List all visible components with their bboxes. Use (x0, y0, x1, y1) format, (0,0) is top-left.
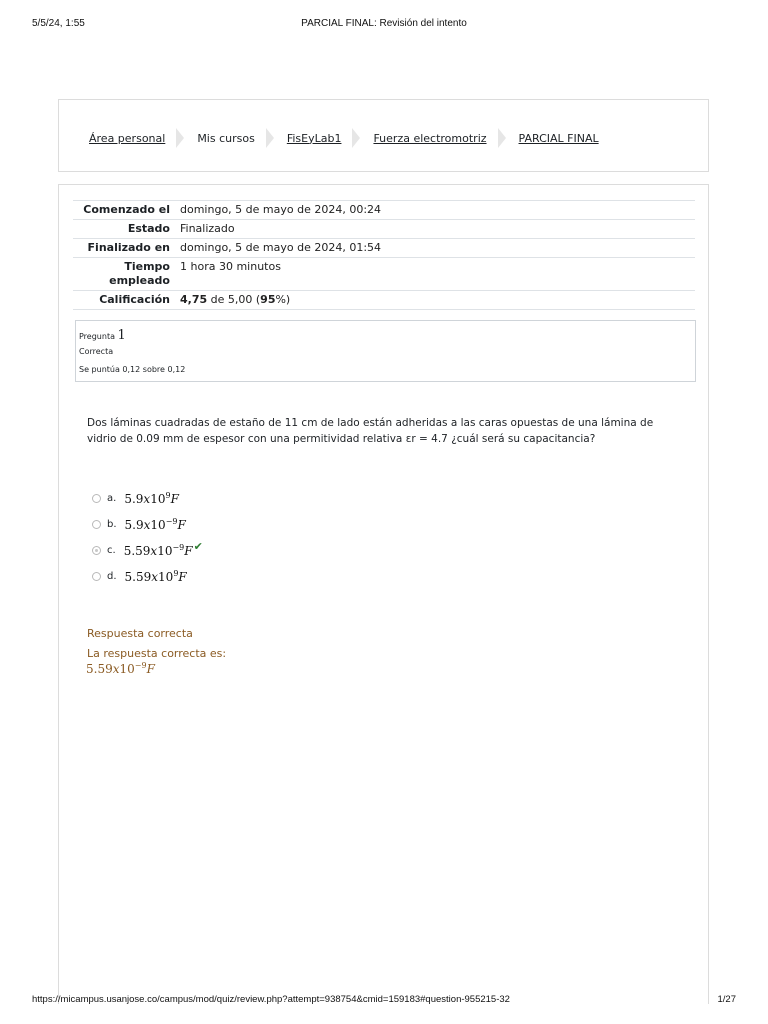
question-text: Dos láminas cuadradas de estaño de 11 cm de lado están adheridas a las caras opuestas de una lámina de vidrio de 0.09 mm de espesor con una permitividad relativa εr = 4.7 ¿cuál será su capacitancia? (87, 417, 654, 445)
answer-letter: b. (107, 518, 117, 530)
answer-letter: d. (107, 570, 117, 582)
math-unit: F (184, 543, 193, 558)
print-title: PARCIAL FINAL: Revisión del intento (301, 18, 467, 29)
answer-math (125, 517, 186, 532)
question-number (79, 328, 126, 343)
breadcrumb (89, 128, 599, 148)
radio-button-checked[interactable] (92, 546, 101, 555)
summary-value: domingo, 5 de mayo de 2024, 01:54 (175, 239, 695, 258)
summary-value: 1 hora 30 minutos (175, 258, 695, 291)
check-icon: ✔ (193, 539, 203, 553)
math-ten: 10 (119, 662, 135, 676)
math-exponent: −9 (172, 542, 185, 552)
question-prefix: Pregunta (79, 332, 115, 341)
math-base: 5.9 (124, 517, 144, 532)
breadcrumb-area-personal[interactable]: Área personal (89, 131, 166, 145)
math-ten: 10 (150, 491, 166, 506)
breadcrumb-container (58, 99, 709, 172)
breadcrumb-separator-icon (266, 128, 276, 148)
math-unit: F (170, 491, 179, 506)
print-url: https://micampus.usanjose.co/campus/mod/quiz/review.php?attempt=938754&cmid=159183#question-955215-32 (32, 994, 510, 1005)
table-row (73, 258, 695, 291)
math-base: 5.59 (86, 662, 113, 676)
answer-math (125, 569, 187, 584)
print-datetime: 5/5/24, 1:55 (32, 18, 85, 29)
review-region (58, 184, 709, 1004)
radio-button[interactable] (92, 520, 101, 529)
summary-value (175, 291, 695, 310)
table-row (73, 220, 695, 239)
table-row (73, 201, 695, 220)
table-row (73, 239, 695, 258)
print-page-number: 1/27 (717, 994, 736, 1005)
math-x: x (112, 662, 120, 676)
summary-value: domingo, 5 de mayo de 2024, 00:24 (175, 201, 695, 220)
radio-button[interactable] (92, 572, 101, 581)
math-exponent: −9 (134, 661, 147, 670)
math-base: 5.59 (123, 543, 151, 558)
grade-max: de 5,00 ( (207, 293, 261, 306)
answer-letter: c. (107, 544, 116, 556)
breadcrumb-course[interactable]: FisEyLab1 (286, 131, 342, 145)
math-ten: 10 (158, 569, 174, 584)
math-x: x (143, 491, 151, 506)
breadcrumb-section[interactable]: Fuerza electromotriz (373, 131, 487, 145)
math-x: x (150, 543, 158, 558)
breadcrumb-separator-icon (352, 128, 362, 148)
question-grade: Se puntúa 0,12 sobre 0,12 (79, 365, 186, 374)
radio-button[interactable] (92, 494, 101, 503)
summary-value: Finalizado (175, 220, 695, 239)
question-info-box (75, 320, 696, 382)
answer-math (124, 543, 193, 558)
summary-label: Comenzado el (73, 201, 175, 220)
grade-percent-close: %) (275, 293, 291, 306)
answer-list (92, 485, 203, 589)
question-state: Correcta (79, 347, 114, 356)
attempt-summary-table (73, 200, 695, 310)
feedback-intro: La respuesta correcta es: (87, 647, 227, 660)
math-ten: 10 (150, 517, 166, 532)
answer-option-c[interactable] (92, 537, 203, 563)
math-base: 5.9 (124, 491, 144, 506)
math-x: x (143, 517, 151, 532)
feedback-block (87, 627, 226, 676)
summary-label: Tiempo empleado (73, 258, 175, 291)
question-number-value: 1 (117, 328, 126, 343)
breadcrumb-quiz[interactable]: PARCIAL FINAL (518, 131, 599, 145)
grade-percent: 95 (260, 293, 276, 306)
summary-label: Finalizado en (73, 239, 175, 258)
table-row (73, 291, 695, 310)
math-ten: 10 (157, 543, 173, 558)
math-unit: F (178, 569, 187, 584)
math-exponent: 9 (173, 568, 179, 578)
grade-score: 4,75 (180, 293, 208, 306)
math-base: 5.59 (124, 569, 152, 584)
math-exponent: −9 (165, 516, 178, 526)
answer-option-b[interactable] (92, 511, 203, 537)
correct-answer-math (86, 661, 226, 676)
breadcrumb-mis-cursos[interactable]: Mis cursos (197, 131, 255, 145)
answer-math (124, 491, 179, 506)
summary-label: Estado (73, 220, 175, 239)
feedback-result: Respuesta correcta (87, 627, 193, 640)
answer-letter: a. (107, 492, 117, 504)
breadcrumb-separator-icon (498, 128, 508, 148)
math-x: x (151, 569, 159, 584)
math-unit: F (177, 517, 186, 532)
breadcrumb-separator-icon (176, 128, 186, 148)
answer-option-d[interactable] (92, 563, 203, 589)
summary-label: Calificación (73, 291, 175, 310)
math-exponent: 9 (165, 490, 171, 500)
math-unit: F (146, 662, 155, 676)
answer-option-a[interactable] (92, 485, 203, 511)
